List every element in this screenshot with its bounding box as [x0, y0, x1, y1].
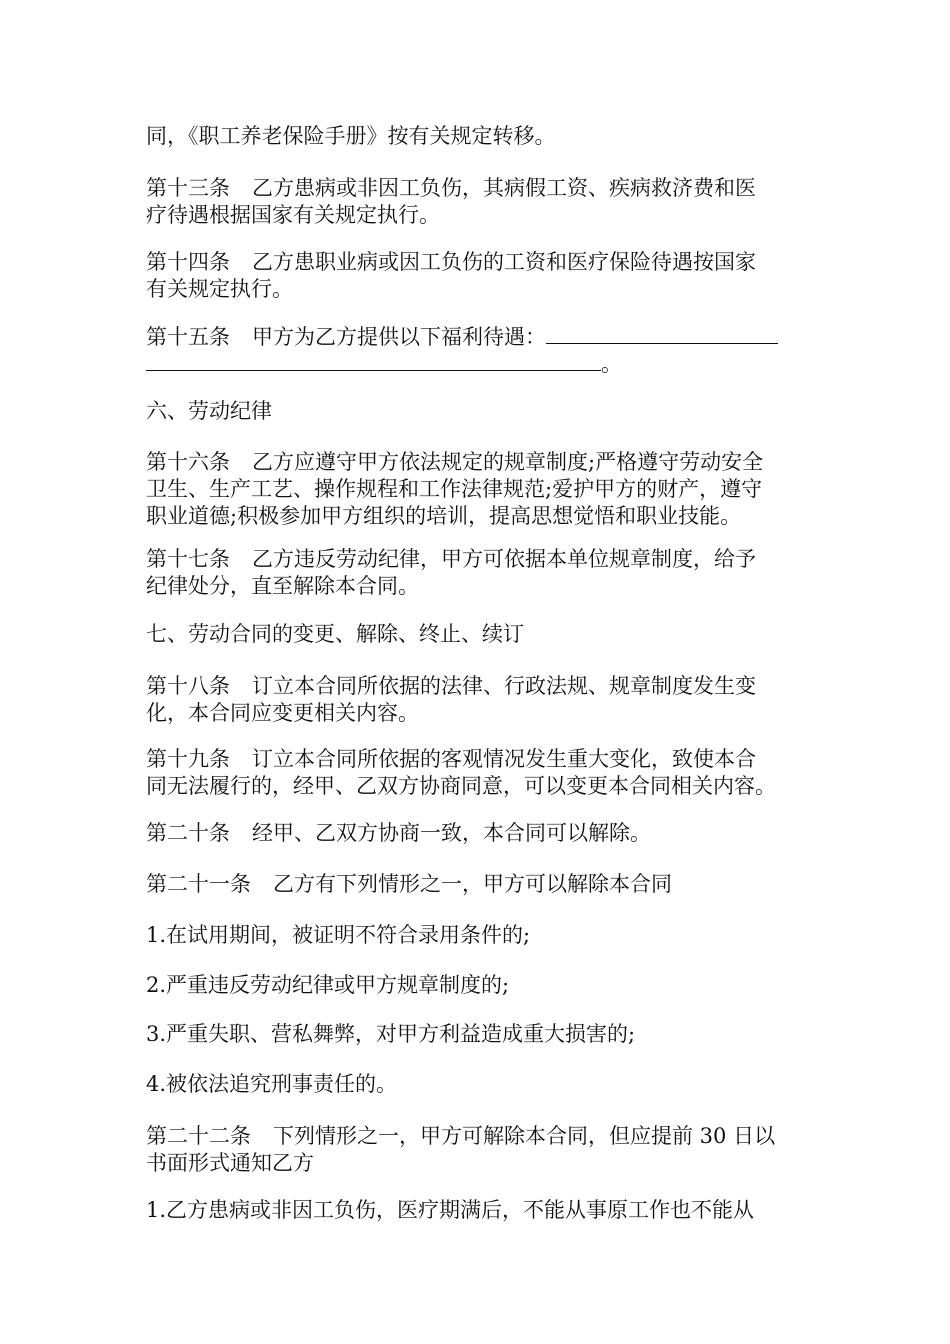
article-label: 第十四条 [146, 250, 230, 274]
article-16 [146, 449, 810, 530]
text-line: 卫生、生产工艺、操作规程和工作法律规范;爱护甲方的财产，遵守 [146, 477, 763, 501]
article-14 [146, 249, 810, 303]
text-line: 乙方患职业病或因工负伤的工资和医疗保险待遇按国家 [252, 250, 756, 274]
paragraph-continuation [146, 123, 810, 150]
text-line: 纪律处分，直至解除本合同。 [146, 574, 419, 598]
text-line: 乙方患病或非因工负伤，其病假工资、疾病救济费和医 [252, 176, 756, 200]
list-item [146, 922, 810, 949]
article-label: 第二十条 [146, 821, 230, 845]
list-item-text: 1.乙方患病或非因工负伤，医疗期满后，不能从事原工作也不能从 [146, 1198, 755, 1222]
article-label: 第十三条 [146, 176, 230, 200]
article-label: 第十五条 [146, 325, 230, 349]
section-title: 七、劳动合同的变更、解除、终止、续订 [146, 622, 524, 646]
article-15 [146, 323, 810, 377]
text-line: 乙方有下列情形之一，甲方可以解除本合同 [273, 872, 672, 896]
article-18 [146, 673, 810, 727]
section-title: 六、劳动纪律 [146, 399, 272, 423]
text-line: 乙方违反劳动纪律，甲方可依据本单位规章制度，给予 [252, 547, 756, 571]
article-22 [146, 1123, 810, 1177]
fill-in-blank-line [146, 350, 601, 371]
article-label: 第二十一条 [146, 872, 251, 896]
article-label: 第十八条 [146, 674, 230, 698]
list-item-text: 4.被依法追究刑事责任的。 [146, 1072, 398, 1096]
section-heading-7 [146, 621, 810, 648]
text-line: 乙方应遵守甲方依法规定的规章制度;严格遵守劳动安全 [252, 450, 764, 474]
text-line: 化，本合同应变更相关内容。 [146, 701, 419, 725]
sentence-end: 。 [601, 352, 622, 376]
text-line: 下列情形之一，甲方可解除本合同，但应提前 30 日以 [273, 1124, 776, 1148]
article-19 [146, 746, 810, 800]
list-item-text: 1.在试用期间，被证明不符合录用条件的; [146, 923, 531, 947]
text-line: 甲方为乙方提供以下福利待遇： [252, 325, 546, 349]
article-label: 第十七条 [146, 547, 230, 571]
text-line: 同无法履行的，经甲、乙双方协商同意，可以变更本合同相关内容。 [146, 774, 776, 798]
article-13 [146, 175, 810, 229]
text-line: 订立本合同所依据的法律、行政法规、规章制度发生变 [252, 674, 756, 698]
article-label: 第十六条 [146, 450, 230, 474]
article-20 [146, 820, 810, 847]
fill-in-blank-line [546, 323, 778, 344]
article-17 [146, 546, 810, 600]
list-item-text: 2.严重违反劳动纪律或甲方规章制度的; [146, 973, 510, 997]
text-line: 书面形式通知乙方 [146, 1151, 314, 1175]
section-heading-6 [146, 398, 810, 425]
text-line: 疗待遇根据国家有关规定执行。 [146, 203, 440, 227]
list-item-text: 3.严重失职、营私舞弊，对甲方利益造成重大损害的; [146, 1022, 636, 1046]
text-line: 同，《职工养老保险手册》按有关规定转移。 [146, 124, 556, 148]
text-line: 经甲、乙双方协商一致，本合同可以解除。 [252, 821, 651, 845]
article-21 [146, 871, 810, 898]
article-label: 第十九条 [146, 747, 230, 771]
text-line: 订立本合同所依据的客观情况发生重大变化，致使本合 [252, 747, 756, 771]
list-item [146, 972, 810, 999]
list-item [146, 1071, 810, 1098]
text-line: 职业道德;积极参加甲方组织的培训，提高思想觉悟和职业技能。 [146, 504, 742, 528]
article-label: 第二十二条 [146, 1124, 251, 1148]
text-line: 有关规定执行。 [146, 277, 293, 301]
list-item [146, 1021, 810, 1048]
list-item [146, 1197, 810, 1224]
